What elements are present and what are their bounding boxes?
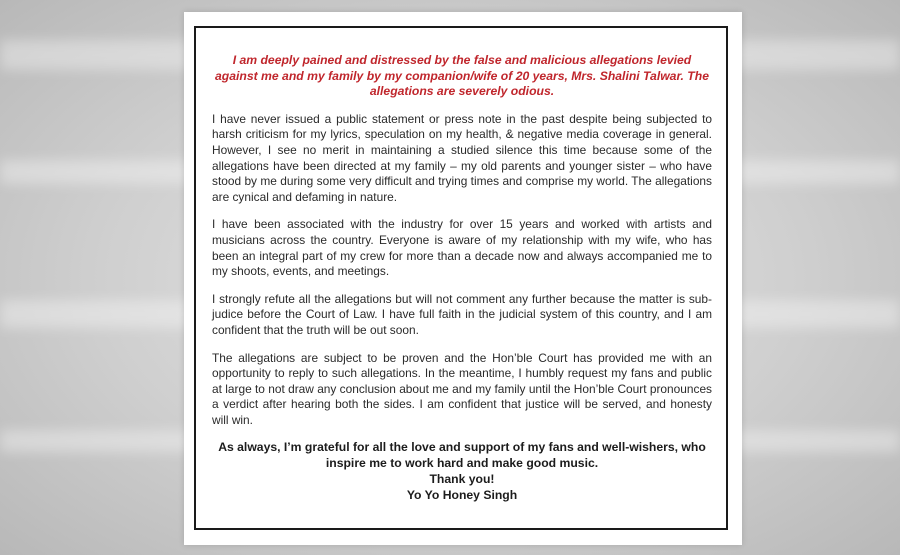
statement-paragraph-3: I strongly refute all the allegations but will not comment any further because the matter is sub-judice before the Court of Law. I have full faith in the judicial system of this country, and I am confident that the truth will be out soon. (212, 291, 712, 337)
statement-paragraph-2: I have been associated with the industry for over 15 years and worked with artists and musicians across the country. Everyone is aware of my relationship with my wife, who has been an integral part of my crew for more than a decade now and always accompanied me to my shoots, events, and meetings. (212, 217, 712, 279)
statement-paragraph-4: The allegations are subject to be proven and the Hon’ble Court has provided me with an opportunity to reply to such allegations. In the meantime, I humbly request my fans and public at large to not draw any conclusion about me and my family until the Hon’ble Court pronounces a verdict after hearing both the sides. I am confident that justice will be served, and honesty will win. (212, 350, 712, 427)
statement-body (212, 53, 712, 504)
statement-lead: I am deeply pained and distressed by the false and malicious allegations levied against me and my family by my companion/wife of 20 years, Mrs. Shalini Talwar. The allegations are severely odious. (215, 53, 709, 99)
closing-thanks: Thank you! (429, 472, 495, 487)
statement-closing (212, 440, 712, 503)
statement-paragraph-1: I have never issued a public statement or press note in the past despite being subjected to harsh criticism for my lyrics, speculation on my health, & negative media coverage in general. However, I see no merit in maintaining a studied silence this time because some of the allegations have been directed at my family – my old parents and younger sister – who have stood by me during some very difficult and trying times and comprise my world. The allegations are cynical and defaming in nature. (212, 111, 712, 204)
statement-document (184, 12, 742, 545)
signature: Yo Yo Honey Singh (406, 487, 518, 502)
document-border (194, 26, 728, 530)
closing-gratitude: As always, I’m grateful for all the love and support of my fans and well-wishers, who inspire me to work hard and make good music. (218, 440, 706, 471)
